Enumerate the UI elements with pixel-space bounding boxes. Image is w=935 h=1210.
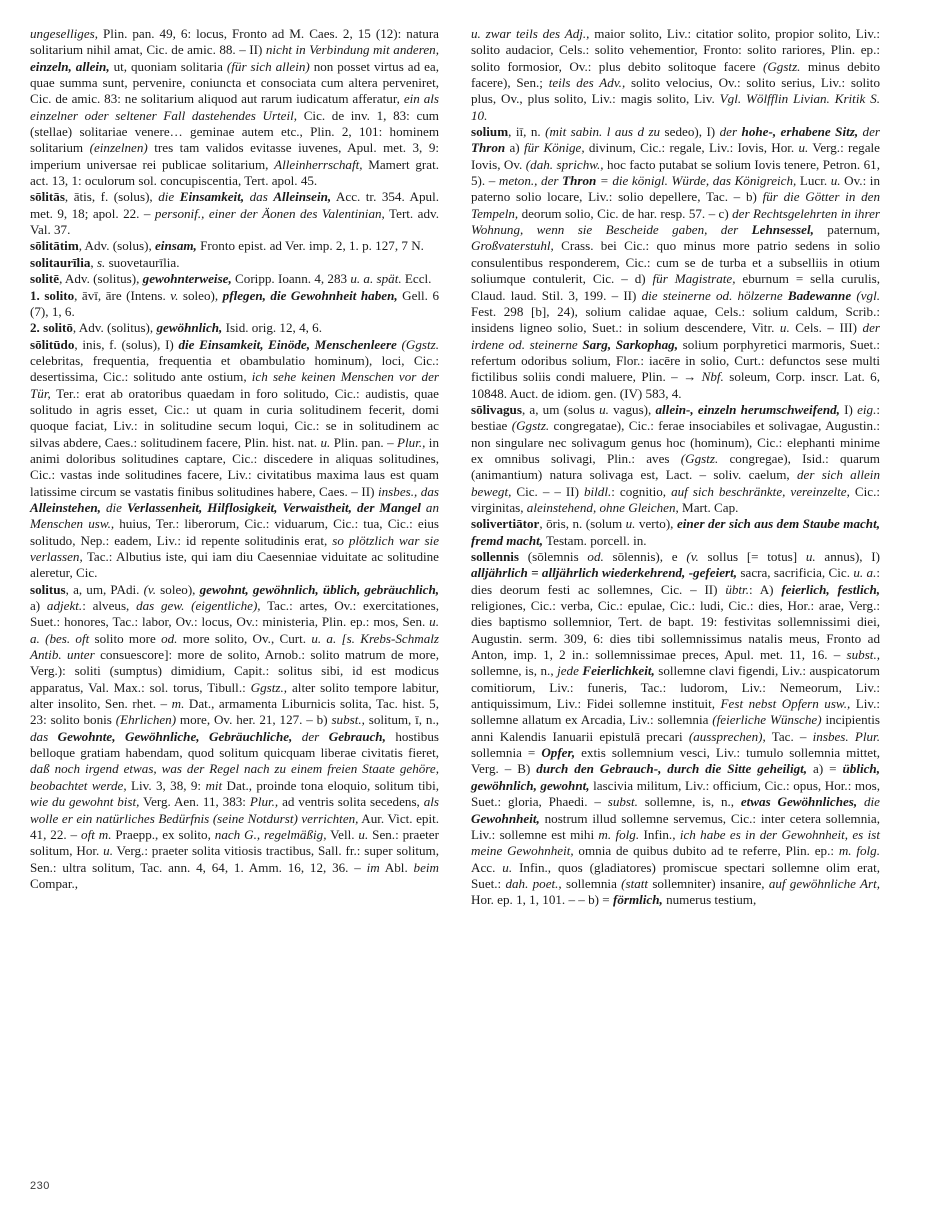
german-gloss: förmlich, xyxy=(612,892,663,908)
german-gloss: Gewohnheit, xyxy=(471,810,540,826)
italic-note: übtr. xyxy=(725,581,749,597)
latin-text: : dies deorum festi ac sollemnes, Cic. – II) xyxy=(471,565,880,597)
italic-note: ein als einzelner oder seltener Fall dastehendes Urteil, xyxy=(30,91,439,123)
dictionary-entry xyxy=(30,288,439,321)
italic-note: der xyxy=(719,124,742,140)
italic-note: an Menschen usw., xyxy=(30,499,439,532)
italic-note: für Könige, xyxy=(523,140,585,156)
latin-text: Liv. 3, 38, 9: xyxy=(126,777,206,793)
latin-text: Aur. Vict. epit. 41, 22. – xyxy=(30,810,439,842)
latin-text: Cic. de inv. 1, 83: cum (stellae) solitariae venere… geminae autem etc., Plin. 2, 101: hominem solitarium xyxy=(30,107,439,156)
latin-text: , ātis, f. (solus), xyxy=(64,189,159,205)
headword: sōlitūdo xyxy=(30,336,75,352)
german-gloss: Gewohnte, Gewöhnliche, Gebräuchliche, xyxy=(57,728,293,744)
latin-text: ad ventris solita secedens, xyxy=(278,794,424,810)
italic-note: Plur., xyxy=(249,794,279,810)
headword: sollennis xyxy=(471,549,520,564)
italic-note: ich habe es in der Gewohnheit, es ist meine Gewohnheit, xyxy=(471,826,880,859)
latin-text: solito more xyxy=(89,630,162,646)
italic-note: u. xyxy=(502,859,513,875)
italic-note: u. xyxy=(358,826,369,842)
italic-note: für die Götter in den Tempeln, xyxy=(471,189,880,221)
latin-text: : cognitio, xyxy=(611,483,672,499)
latin-text: Verg. Aen. 11, 383: xyxy=(139,794,250,810)
italic-note: wie du gewohnt bist, xyxy=(30,794,140,810)
german-gloss: feierlich, festlich, xyxy=(781,581,881,597)
latin-text: congregae), Isid.: quarum (animantium) natura solivaga est, Lact. – soliv. caelum, xyxy=(471,450,880,483)
latin-text: Tac.: artes, Ov.: exercitationes, Suet.: honores, Tac.: labor, Ov.: locus, Ov.: ministeria, Plin. ep.: mos, Sen. xyxy=(30,598,439,630)
latin-text: Acc. tr. 354. Apul. met. 9, 18; apol. 22. – xyxy=(30,189,439,221)
italic-note: subst., xyxy=(846,647,880,663)
latin-text: sollus [= totus] xyxy=(698,549,806,564)
italic-note: (für sich allein) xyxy=(226,58,310,74)
headword: 1. solito xyxy=(30,287,75,303)
italic-note: nicht in Verbindung mit anderen, xyxy=(265,42,439,58)
latin-text: sollemnia xyxy=(561,875,622,891)
page-number: 230 xyxy=(30,1180,50,1192)
latin-text: Plin. pan. – xyxy=(330,434,398,450)
german-gloss: Opfer, xyxy=(541,745,576,761)
italic-note: der sich allein bewegt, xyxy=(471,467,880,499)
german-gloss: Thron xyxy=(471,140,506,156)
italic-note: so plötzlich war sie verlassen, xyxy=(30,532,440,564)
entry-continuation xyxy=(471,26,880,124)
latin-text: non posset virtus ad ea, quae summa sunt, pervenire, coniuncta et consociata cum altera perveniret, Cic. de amic. 83: ne solitarium aliquod aut rarum iudicatum afferatur, xyxy=(30,58,439,107)
italic-note: (feierliche Wünsche) xyxy=(712,712,822,728)
italic-note: insbes. Plur. xyxy=(812,728,880,744)
german-gloss: Mangel xyxy=(379,499,421,515)
italic-note: (Ggstz. xyxy=(511,418,550,434)
italic-note: od. xyxy=(161,630,178,646)
latin-text: alter solito tempore labitur, alter insolito, Sen. rhet. – xyxy=(30,679,439,712)
latin-text: Sen.: praeter solitum, Hor. xyxy=(30,826,439,859)
italic-note: ungeselliges xyxy=(30,26,95,41)
dictionary-entry xyxy=(30,337,439,582)
latin-text: eburnum = sella curulis, Claud. laud. Stil. 3, 199. – II) xyxy=(471,271,880,303)
latin-text: Verg.: regale Iovis, Ov. xyxy=(471,140,880,172)
italic-note: nach G., regelmäßig, xyxy=(214,826,327,842)
italic-note: (v. xyxy=(143,581,157,597)
latin-text: solium porphyretici marmoris, Suet.: refertum odoribus solium, Flor.: iacēre in solio, Curt.: defunctos sese multi fictilibus soliis condi maluere, Plin. – → xyxy=(471,336,880,385)
latin-text: soleo), xyxy=(156,581,200,597)
italic-note: jede xyxy=(557,663,583,679)
italic-note: die steinerne od. hölzerne xyxy=(641,287,788,303)
italic-note: adjekt. xyxy=(46,598,83,614)
italic-note: m. folg. xyxy=(838,843,880,859)
italic-note: u. a. spät. xyxy=(350,271,402,287)
german-gloss: Thron xyxy=(562,173,597,189)
latin-text: sollemne, is, n., xyxy=(637,794,741,810)
latin-text: divinum, Cic.: regale, Liv.: Iovis, Hor. xyxy=(584,140,799,156)
dictionary-entry xyxy=(471,549,880,909)
latin-text: Isid. orig. 12, 4, 6. xyxy=(222,320,322,336)
latin-text: Gell. 6 (7), 1, 6. xyxy=(30,287,439,319)
latin-text: a) xyxy=(30,598,47,614)
italic-note: (statt xyxy=(621,875,649,891)
latin-text: numerus testium, xyxy=(662,892,757,908)
latin-text: Ter.: erat ab oratoribus quaedam in foro solitudo, Cic.: audistis, quae solitudo in agris esset, Cic.: ut quam in curia solitudinem fecerit, domi quoque faciat, Liv.: in solitudine secum loqui, Cic.: se in solitudinem ac silvas abdere, Caes.: solitudinem facere, Plin. hist. nat. xyxy=(30,385,439,450)
latin-text: deorum solio, Cic. de har. resp. 57. – c) xyxy=(518,205,733,221)
latin-text: Ov.: in paterno solio locare, Liv.: solio depellere, Tac. – b) xyxy=(471,173,880,205)
headword: solitaurīlia xyxy=(30,254,91,270)
latin-text: more, Ov. her. 21, 127. – b) xyxy=(176,712,332,728)
italic-note: m. xyxy=(171,696,185,712)
latin-text: Verg.: praeter solita vitiosis tractibus, Sall. fr.: super solitum, Sen.: ultra solitum, Tac. ann. 4, 64, 1. Amm. 16, 12, 36. – xyxy=(30,843,439,875)
italic-note: u. xyxy=(103,843,113,859)
german-gloss: Badewanne xyxy=(787,287,857,303)
latin-text: , a, um (solus xyxy=(521,401,600,417)
italic-note: der xyxy=(292,728,329,744)
latin-text: sōlennis), e xyxy=(603,549,687,564)
latin-text: , a, um, PAdi. xyxy=(65,581,144,597)
italic-note: subst. xyxy=(607,794,638,810)
italic-note: beim xyxy=(413,859,439,875)
headword: solivertiātor xyxy=(471,516,540,532)
latin-text: sollemne, is, n., xyxy=(471,663,558,679)
german-gloss: allein-, einzeln herumschweifend, xyxy=(655,401,840,417)
italic-note: u. a. xyxy=(853,565,877,581)
italic-note: u. xyxy=(599,401,609,417)
italic-note: aleinstehend, ohne Gleichen, xyxy=(526,499,679,515)
latin-text: , inis, f. (solus), I) xyxy=(74,336,179,352)
italic-note: das xyxy=(244,189,274,205)
italic-note: (aussprechen), xyxy=(688,728,766,744)
latin-text: Abl. xyxy=(379,859,414,875)
italic-note: subst., xyxy=(331,712,365,728)
left-text-column xyxy=(30,26,439,892)
italic-note: der irdene od. steinerne xyxy=(471,320,880,352)
latin-text: : bestiae xyxy=(471,401,880,434)
latin-text: sollemniter) insanire, xyxy=(648,875,769,891)
italic-note: u. xyxy=(830,173,841,189)
italic-note: (v. xyxy=(686,549,699,564)
italic-note: im xyxy=(366,859,380,875)
latin-text: consuescore]: more de solito, Arnob.: solito matrum de more, Verg.): soliti (sumptus) dimidium, Capit.: solitus sibi, id est modicus apparatus, Val. Max.: sol. torus, Tibull.: xyxy=(30,647,440,695)
italic-note: (Ggstz. xyxy=(401,336,440,352)
italic-note: insbes., das xyxy=(378,483,439,499)
latin-text: lascivia militum, Liv.: officium, Cic.: opus, Hor.: mos, Suet.: gloria, Phaedi. – xyxy=(471,777,881,810)
italic-note: u. xyxy=(779,320,790,336)
german-gloss: die Einsamkeit, Einöde, Menschenleere xyxy=(178,336,402,352)
headword: sōlitātim xyxy=(30,238,79,254)
latin-text: Praepp., ex solito, xyxy=(111,826,215,842)
latin-text: : A) xyxy=(748,581,782,597)
latin-text: congregatae), Cic.: ferae insociabiles et solivagae, Augustin.: non singulare nec solivagum genus hoc (hominum), Cic.: elephanti minime ex omnibus solivagi, Plin.: aves xyxy=(471,418,880,466)
italic-note: (vgl. xyxy=(856,287,880,303)
latin-text: Cic.: virginitas, xyxy=(471,483,880,515)
italic-note: s. xyxy=(96,254,106,270)
dictionary-entry xyxy=(30,255,439,271)
italic-note: Fest nebst Opfern usw., xyxy=(720,696,851,712)
dictionary-entry xyxy=(471,516,880,549)
italic-note: Alleinherrschaft, xyxy=(274,156,363,172)
right-text-column xyxy=(471,26,880,909)
italic-note: die xyxy=(158,189,180,205)
latin-text: Liv.: sollemne allatum ex Arcadia, Liv.: sollemnia xyxy=(471,696,880,728)
italic-note: u. a. [s. Krebs-Schmalz Antib. unter xyxy=(30,630,440,663)
italic-note: mit xyxy=(205,777,223,793)
italic-note: (mit sabin. l aus d zu xyxy=(545,124,661,140)
italic-note: eig. xyxy=(857,401,877,417)
latin-text: minus debito facere), Sen.; xyxy=(471,58,880,91)
italic-note: Ggstz., xyxy=(250,679,288,695)
italic-note: meton., der xyxy=(498,173,563,189)
german-gloss: Alleinsein, xyxy=(273,189,332,205)
latin-text: extis sollemnium vesci, Liv.: tumulo sollemnia mittet, Verg. – B) xyxy=(471,745,880,777)
german-gloss: Feierlichkeit, xyxy=(582,663,655,679)
german-gloss: Einsamkeit, xyxy=(179,189,245,205)
latin-text: Fest. 298 [b], 24), solium calidae aquae, Cels.: solium caldum, Scrib.: insidens ligneo solio, Suet.: in solium descendere, Vitr. xyxy=(471,303,880,336)
headword: solitē xyxy=(30,271,60,287)
entry-continuation xyxy=(30,26,439,189)
dictionary-entry xyxy=(30,320,439,336)
italic-note: als wolle er ein natürliches Bedürfnis (seine Notdurst) verrichten, xyxy=(30,794,439,826)
latin-text: paternum, xyxy=(813,222,880,238)
german-gloss: alljährlich = alljährlich wiederkehrend, -gefeiert, xyxy=(471,565,738,581)
italic-note: das gew. (eigentliche), xyxy=(136,598,261,614)
headword: sōlitās xyxy=(30,189,65,205)
latin-text: sedeo), I) xyxy=(660,124,720,140)
dictionary-entry xyxy=(30,238,439,254)
latin-text: a) xyxy=(505,140,524,156)
italic-note: Großvaterstuhl, xyxy=(471,238,554,254)
latin-text: Tac. – xyxy=(765,728,813,744)
dictionary-entry xyxy=(30,189,439,238)
latin-text: Infin., xyxy=(639,826,680,842)
latin-text: maior solito, Liv.: citatior solito, propior solito, Liv.: solito audacior, Cels.: solito vehementior, Fronto: solito rariores, Plin. ep.: solito formosior, Ov.: plus debito solitoque facere xyxy=(471,26,880,74)
latin-text: solitum, ī, n., xyxy=(364,712,440,728)
latin-text: soleum, Corp. inscr. Lat. 6, 10848. Auct. de idiom. gen. (IV) 583, 4. xyxy=(471,369,880,401)
german-gloss: durch den Gebrauch-, durch die Sitte geheiligt, xyxy=(536,761,808,777)
latin-text: hostibus belloque gratiam habendam, quod solitum quicquam liberae civitatis fieret, xyxy=(30,728,439,761)
latin-text: Tert. adv. Val. 37. xyxy=(30,205,439,238)
italic-note: (einzelnen) xyxy=(89,140,148,156)
latin-text: (sōlemnis xyxy=(519,549,588,564)
german-gloss: einsam, xyxy=(155,238,197,254)
italic-note: Vgl. Wölfflin Livian. Kritik S. 10. xyxy=(471,91,880,123)
dictionary-entry xyxy=(471,402,880,516)
latin-text: verto), xyxy=(635,516,677,532)
latin-text: Fronto epist. ad Ver. imp. 2, 1. p. 127, 7 N. xyxy=(196,238,424,254)
german-gloss: gewohnt, gewöhnlich, üblich, gebräuchlich, xyxy=(199,581,439,597)
italic-note: (Ggstz. xyxy=(680,450,719,466)
italic-note: ich sehe keinen Menschen vor der Tür, xyxy=(30,369,439,401)
german-gloss: Lehnsessel, xyxy=(751,222,814,238)
german-gloss: pflegen, die Gewohnheit haben, xyxy=(222,287,398,303)
latin-text: soleo), xyxy=(178,287,223,303)
latin-text: Vell. xyxy=(326,826,359,842)
italic-note: (Ggstz. xyxy=(762,58,801,74)
italic-note: daß noch irgend etwas, was der Regel nach zu einem freien Staate gehöre, beobachtet werde, xyxy=(30,761,439,793)
italic-note: für Magistrate, xyxy=(652,271,736,287)
latin-text: sacra, sacrificia, Cic. xyxy=(737,565,854,581)
latin-text: , Plin. pan. 49, 6: locus, Fronto ad M. Caes. 2, 15 (12): natura solitarium nihil amat, Cic. de amic. 88. – II) xyxy=(30,26,439,58)
german-gloss: Alleinstehen, xyxy=(30,499,101,515)
italic-note: dah. poet., xyxy=(505,875,562,891)
latin-text: vagus), xyxy=(608,401,656,417)
italic-note: der xyxy=(858,124,881,140)
italic-note: u. zwar teils des Adj., xyxy=(471,26,590,41)
latin-text: Eccl. xyxy=(401,271,432,287)
headword: 2. solitō xyxy=(30,320,73,336)
german-gloss: hohe-, erhabene Sitz, xyxy=(741,124,859,140)
latin-text: in animi doloribus solitudines captare, Cic.: discedere in aliquas solitudines, Cic.: vastas inde solitudines facere, Liv.: civitatibus maxima laus est quam latissime circum se vastatis finibus solitudines habere, Caes. – II) xyxy=(30,434,439,499)
latin-text: sollemnia = xyxy=(471,745,542,761)
latin-text: I) xyxy=(839,401,858,417)
latin-text: Compar., xyxy=(30,875,79,891)
dictionary-entry xyxy=(30,582,439,893)
latin-text: a) = xyxy=(807,761,843,777)
latin-text: , ōris, n. (solum xyxy=(539,516,626,532)
italic-note: = die königl. Würde, das Königreich, xyxy=(596,173,797,189)
latin-text: huius, Ter.: liberorum, Cic.: viduarum, Cic.: tua, Cic.: eius solitudo, Nep.: eadem, Liv.: id repente solitudinis erat, xyxy=(30,516,439,548)
latin-text: nostrum illud sollemne servemus, Cic.: inter cetera sollemnia, Liv.: sollemne est mihi xyxy=(471,810,880,842)
dictionary-entry xyxy=(30,271,439,287)
italic-note: teils des Adv., xyxy=(548,75,626,91)
latin-text: Hor. ep. 1, 1, 101. – – b) = xyxy=(471,892,613,908)
latin-text: hoc facto putabat se solium Iovis tenere, Petron. 61, 5). – xyxy=(471,156,880,189)
latin-text: Acc. xyxy=(471,859,503,875)
italic-note: oft m. xyxy=(81,826,112,842)
italic-note: bildl. xyxy=(583,483,612,499)
latin-text: , xyxy=(90,254,97,270)
italic-note: u. a. (bes. oft xyxy=(30,614,439,646)
german-gloss: gewohnterweise, xyxy=(142,271,232,287)
german-gloss: Verlassenheit, Hilflosigkeit, Verwaistheit, der xyxy=(126,499,380,515)
latin-text: : alveus, xyxy=(82,598,137,614)
latin-text: more solito, Ov., Curt. xyxy=(177,630,312,646)
german-gloss: einer der sich aus dem Staube macht, fremd macht, xyxy=(471,516,880,548)
latin-text: Cic. – – II) xyxy=(511,483,584,499)
german-gloss: Sarg, Sarkophag, xyxy=(582,336,678,352)
latin-text: Infin., quos (gladiatores) promiscue spectari sollemne olim erat, Suet.: xyxy=(471,859,880,891)
latin-text: Cels. – III) xyxy=(789,320,863,336)
italic-note: auf gewöhnliche Art, xyxy=(768,875,880,891)
latin-text: , āvī, āre (Intens. xyxy=(74,287,171,303)
latin-text: annus), I) xyxy=(815,549,881,564)
italic-note: (dah. sprichw., xyxy=(525,156,604,172)
latin-text: , iī, n. xyxy=(508,124,546,140)
latin-text: religiones, Cic.: verba, Cic.: epulae, Cic.: ludi, Cic.: dies, Hor.: arae, Verg.: dies baptismo sollemnior, Tert. de bapt. 19: festivitas sollemnissimi diei, Augustin. serm. 309, 6: dies tibi sollemnissimus natalis meus, Fronto ad Anton, imp. 1, 2 in.: sollemnissimae preces, Apul. met. 11, 16. – xyxy=(471,598,880,663)
headword: sōlivagus xyxy=(471,401,522,417)
italic-note: u. xyxy=(805,549,816,564)
german-gloss: üblich, gewöhnlich, gewohnt, xyxy=(471,761,880,793)
italic-note: od. xyxy=(587,549,604,564)
italic-note: Nbf. xyxy=(701,369,724,385)
latin-text: sollemne clavi figendi, Liv.: auspicatorum comitiorum, Liv.: funeris, Tac.: ludorom, Liv.: Nemeorum, Liv.: antiquissimum, Liv.: Fidei sollemne instituit, xyxy=(471,663,880,712)
latin-text: Tac.: Albutius iste, qui iam diu Caesenniae viduitate ac solitudine aleretur, Cic. xyxy=(30,549,439,581)
latin-text: , Adv. (solitus), xyxy=(59,271,143,287)
german-gloss: Gebrauch, xyxy=(328,728,386,744)
latin-text: Lucr. xyxy=(796,173,831,189)
latin-text: celebritas, frequentia, frequentia et obambulatio hominum), loci, Cic.: desertissima, Cic.: solitudo ante ostium, xyxy=(30,352,439,385)
italic-note: m. folg. xyxy=(598,826,640,842)
latin-text: , Adv. (solitus), xyxy=(72,320,157,336)
latin-text: tres tam validos evitasse iuvenes, Apul. met. 3, 9: imperium universae rei publicae solitarium, xyxy=(30,140,440,172)
latin-text: suovetaurīlia. xyxy=(105,254,180,270)
latin-text: Crass. bei Cic.: quo minus more patrio sedens in solio consulentibus responderem, Cic.: cum se de turba et a subselliis in otium soliumque contulerit, Cic. – d) xyxy=(471,238,880,287)
latin-text: omnia de quibus dubito ad te referre, Plin. ep.: xyxy=(573,843,839,859)
two-column-text-body xyxy=(30,26,881,1166)
italic-note: das xyxy=(30,728,58,744)
headword: solium xyxy=(471,124,509,140)
italic-note: der Rechtsgelehrten in ihrer Wohnung, wenn sie Bescheide gaben, der xyxy=(471,205,880,238)
latin-text: Mamert grat. act. 13, 1: oculorum sol. concupiscentia, Tert. apol. 45. xyxy=(30,156,439,189)
italic-note: Plur., xyxy=(397,434,426,450)
italic-note: u. xyxy=(320,434,331,450)
italic-note: u. xyxy=(798,140,809,156)
italic-note: auf sich beschränkte, vereinzelte, xyxy=(671,483,850,499)
italic-note: die xyxy=(100,499,127,515)
german-gloss: etwas Gewöhnliches, xyxy=(740,794,858,810)
latin-text: Coripp. Ioann. 4, 283 xyxy=(231,271,351,287)
italic-note: u. xyxy=(625,516,636,532)
latin-text: solito velocius, Ov.: solito serius, Liv.: solito plus, Ov., plus solito, Liv.: magis solito, Liv. xyxy=(471,75,880,107)
italic-note: (Ehrlichen) xyxy=(115,712,177,728)
latin-text: , Adv. (solus), xyxy=(78,238,155,254)
italic-note: v. xyxy=(170,287,179,303)
italic-note: die xyxy=(857,794,880,810)
italic-note: personif., einer der Äonen des Valentinian, xyxy=(154,205,385,221)
latin-text: Mart. Cap. xyxy=(678,499,739,515)
latin-text: Testam. porcell. in. xyxy=(543,532,647,548)
headword: solitus xyxy=(30,581,66,597)
latin-text: ut, quoniam solitaria xyxy=(109,58,227,74)
latin-text: Dat., armamenta Liburnicis solita, Tac. hist. 5, 23: solito bonis xyxy=(30,696,440,728)
german-gloss: einzeln, allein, xyxy=(30,58,110,74)
dictionary-entry xyxy=(471,124,880,402)
german-gloss: gewöhnlich, xyxy=(156,320,223,336)
latin-text: incipientis anni Kalendis Ianuarii epistulā precari xyxy=(471,712,881,744)
latin-text: Dat., proinde tona eloquio, solitum tibi, xyxy=(222,777,439,793)
